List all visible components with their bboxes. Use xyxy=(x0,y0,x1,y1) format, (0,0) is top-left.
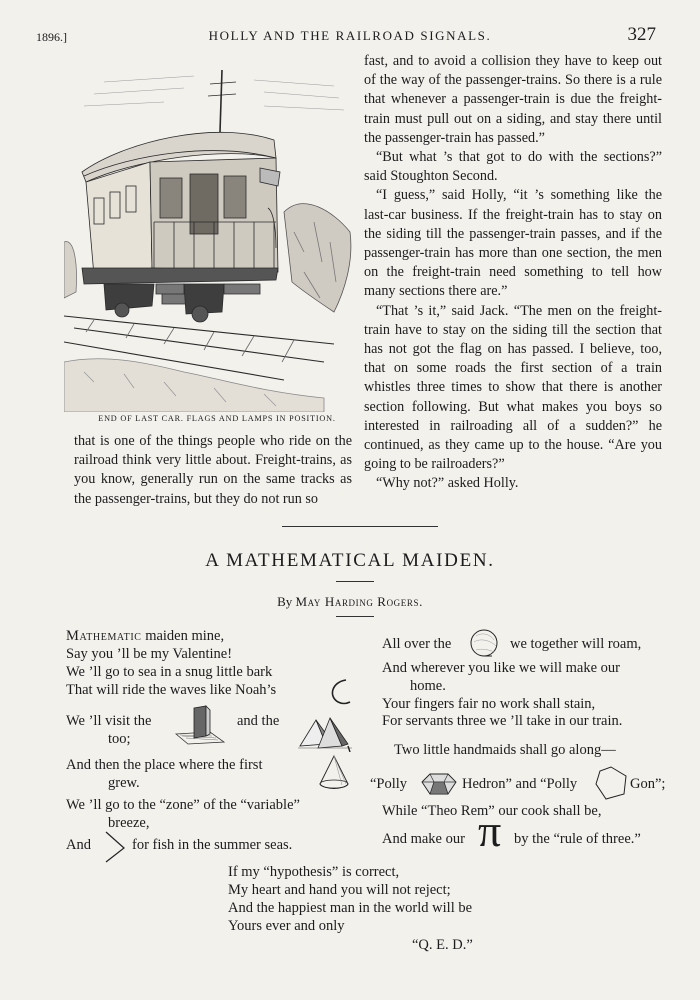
poem-line: grew. xyxy=(108,775,140,791)
pyramids-icon xyxy=(296,712,354,752)
poem-line: All over the xyxy=(382,636,452,652)
line-text: maiden mine, xyxy=(141,628,225,644)
poem-line: “Polly xyxy=(370,776,408,792)
polygon-icon xyxy=(592,764,630,802)
poem-line: And make our xyxy=(382,831,465,847)
poem-line: Your fingers fair no work shall stain, xyxy=(382,696,596,712)
header-date: 1896.] xyxy=(36,30,67,44)
poem-line: too; xyxy=(108,731,131,747)
poem-line: And xyxy=(66,837,91,853)
poem-line: Gon”; xyxy=(630,776,666,792)
author-name: May Harding Rogers. xyxy=(295,594,423,609)
illustration-caption: END OF LAST CAR. FLAGS AND LAMPS IN POSITION. xyxy=(98,414,336,423)
last-car-illustration xyxy=(64,62,364,412)
story-paragraph: “Why not?” asked Holly. xyxy=(376,475,519,492)
title-rule xyxy=(336,581,374,582)
poem-line: and the xyxy=(237,713,280,729)
poem-line: And wherever you like we will make our xyxy=(382,660,620,676)
section-divider xyxy=(282,526,438,527)
poem-line xyxy=(66,628,224,645)
poem-line: home. xyxy=(410,678,446,694)
story-paragraph: “That ’s it,” said Jack. “The men on the freight-train have to stay on the siding till the section that has not got the flag on has passed. I believe, too, that on some roads the first section of a train whistles three times to show that there is another section following. But what makes you boys so interested in railroading all of a sudden?” he continued, as they came up to the house. “Are you going to be railroaders?” xyxy=(364,302,662,473)
cone-icon xyxy=(316,752,352,792)
poem-line: for fish in the summer seas. xyxy=(132,837,293,853)
poem-line: Say you ’ll be my Valentine! xyxy=(66,646,233,662)
poem-line: Yours ever and only xyxy=(228,918,345,934)
running-title: HOLLY AND THE RAILROAD SIGNALS. xyxy=(208,28,492,43)
poem-line: And then the place where the first xyxy=(66,757,263,773)
initial-word: Mathematic xyxy=(66,628,142,644)
poem-line: We ’ll visit the xyxy=(66,713,152,729)
poem-signature: “Q. E. D.” xyxy=(412,937,473,953)
sphere-icon xyxy=(466,626,502,660)
byline xyxy=(0,594,700,610)
story-left-column xyxy=(74,432,352,509)
poem-line: breeze, xyxy=(108,815,150,831)
poem-title: A MATHEMATICAL MAIDEN. xyxy=(205,550,495,571)
poem-line: For servants three we ’ll take in our train. xyxy=(382,713,623,729)
poem-line: And the happiest man in the world will be xyxy=(228,900,473,916)
arc-icon xyxy=(324,676,352,706)
poem-line: We ’ll go to sea in a snug little bark xyxy=(66,664,273,680)
poem-line: We ’ll go to the “zone” of the “variable” xyxy=(66,797,300,813)
poem-line: Hedron” and “Polly xyxy=(462,776,578,792)
story-right-column xyxy=(364,52,662,494)
poem-line: That will ride the waves like Noah’s xyxy=(66,682,277,698)
poem-line: If my “hypothesis” is correct, xyxy=(228,864,400,880)
byline-prefix: By xyxy=(277,594,293,609)
poem-line: My heart and hand you will not reject; xyxy=(228,882,451,898)
poem-line: While “Theo Rem” our cook shall be, xyxy=(382,803,602,819)
poem-line: Two little handmaids shall go along— xyxy=(394,742,616,758)
page-number: 327 xyxy=(627,24,656,45)
story-paragraph: “I guess,” said Holly, “it ’s something like the last-car business. If the freight-train has to stay on the siding till the passenger-train passes, and if the passenger-train has more than one section, the men on the freight-train need something to tell how many sections there are.” xyxy=(364,187,662,300)
poem-line: by the “rule of three.” xyxy=(514,831,641,847)
angle-icon xyxy=(102,828,128,866)
story-paragraph: fast, and to avoid a collision they have to keep out of the way of the passenger-trains. So there is a rule that whenever a passenger-train is due the freight-train must pull out on a siding, and stay there until the passenger-train has passed.” xyxy=(364,53,662,146)
poem-line: we together will roam, xyxy=(510,636,642,652)
byline-rule xyxy=(336,616,374,617)
plane-rectangle-icon xyxy=(172,700,228,746)
pi-symbol: π xyxy=(478,805,502,856)
story-paragraph: “But what ’s that got to do with the sections?” said Stoughton Second. xyxy=(364,149,662,185)
polyhedron-icon xyxy=(418,768,460,800)
story-paragraph: that is one of the things people who ride on the railroad think very little about. Freight-trains, as you know, generally run on the same tracks as the passenger-trains, but they do not run so xyxy=(74,433,352,507)
